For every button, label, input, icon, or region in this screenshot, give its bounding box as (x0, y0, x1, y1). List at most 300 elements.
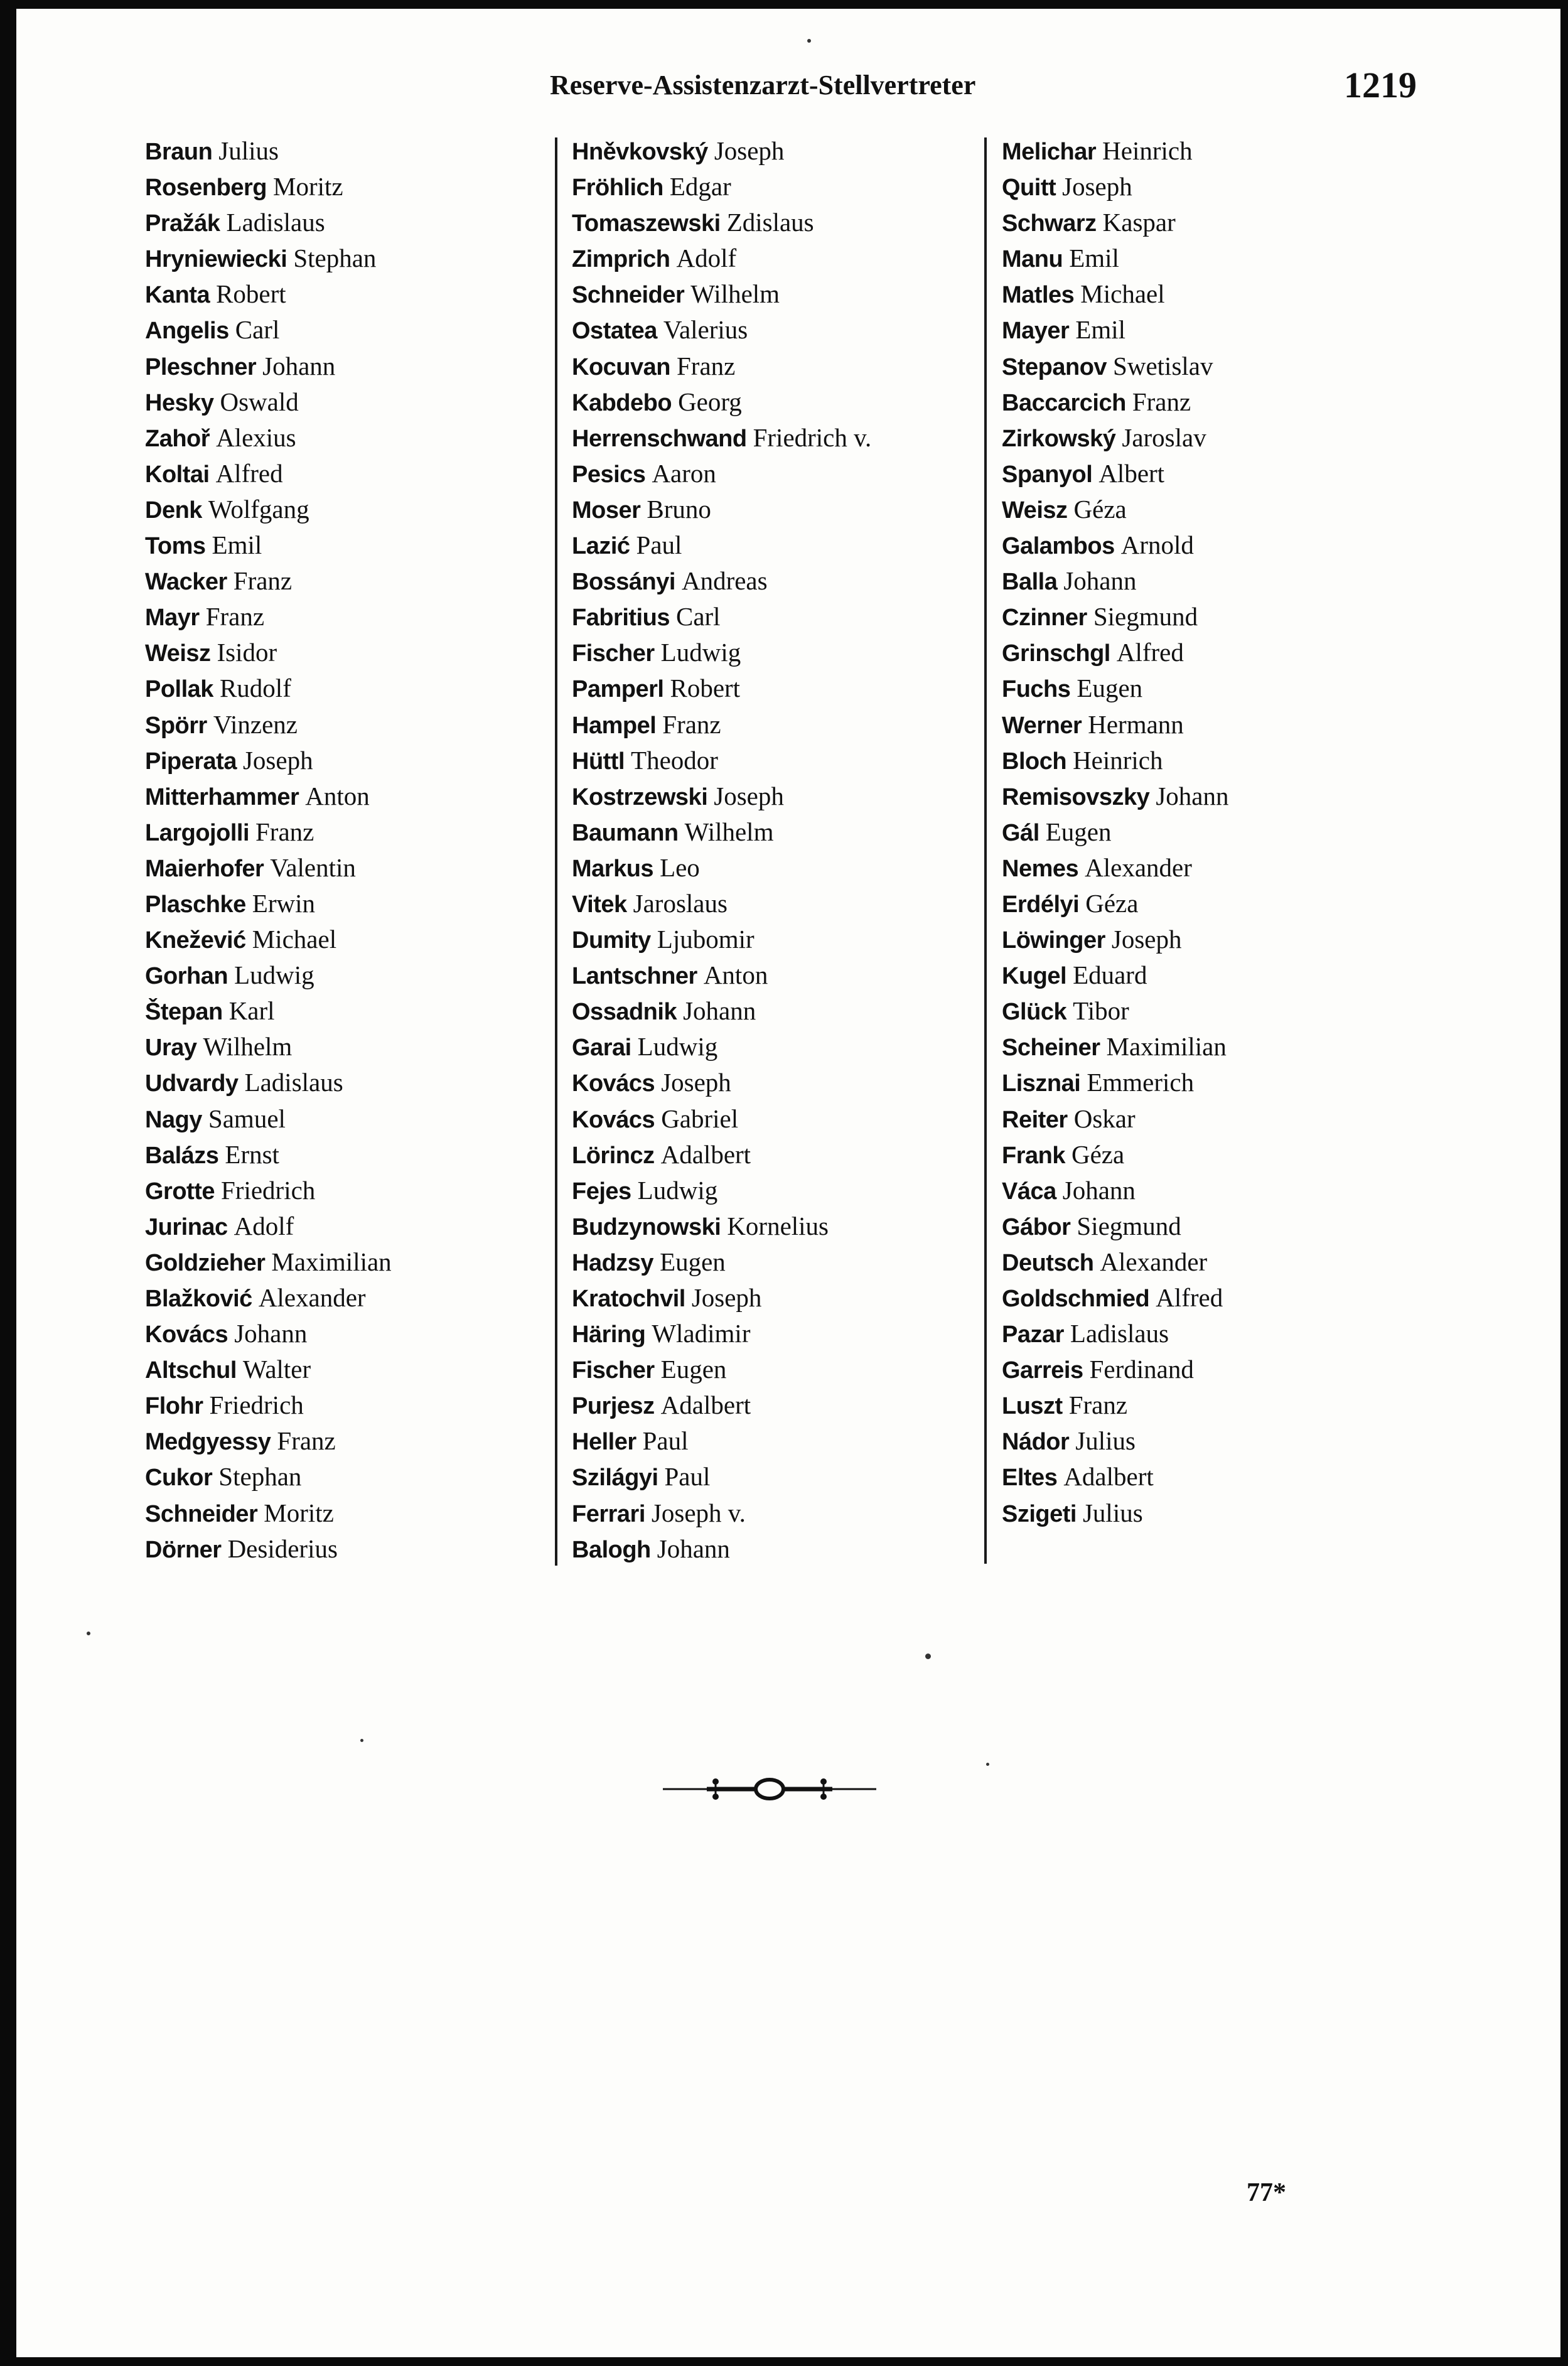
given-name: Michael (252, 925, 337, 954)
surname: Vitek (572, 891, 627, 918)
surname: Hadzsy (572, 1249, 654, 1276)
given-name: Samuel (208, 1104, 286, 1133)
given-name: Joseph v. (651, 1498, 746, 1527)
ornament-divider (663, 1772, 876, 1807)
given-name: Carl (235, 315, 280, 345)
surname: Váca (1002, 1178, 1056, 1205)
surname: Braun (145, 139, 213, 165)
name-entry (572, 312, 871, 348)
given-name: Walter (242, 1355, 311, 1384)
given-name: Theodor (631, 745, 718, 775)
given-name: Wolfgang (208, 494, 309, 524)
name-entry (572, 276, 871, 312)
given-name: Franz (205, 602, 265, 632)
name-entry (1002, 563, 1228, 599)
surname: Purjesz (572, 1393, 655, 1420)
given-name: Adalbert (1063, 1462, 1154, 1492)
name-entry (145, 312, 392, 348)
given-name: Albert (1098, 458, 1165, 488)
given-name: Stephan (293, 244, 377, 273)
name-entry (145, 670, 392, 706)
surname: Kratochvil (572, 1286, 685, 1312)
name-entry (1002, 169, 1228, 205)
name-entry (572, 707, 871, 743)
surname: Szigeti (1002, 1500, 1077, 1527)
name-entry (1002, 814, 1228, 850)
given-name: Oskar (1073, 1104, 1136, 1133)
given-name: Johann (1063, 566, 1137, 596)
given-name: Ljubomir (657, 925, 754, 954)
surname: Pražák (145, 210, 220, 237)
name-entry (145, 563, 392, 599)
name-entry (145, 922, 392, 957)
name-entry (145, 492, 392, 527)
given-name: Anton (305, 781, 370, 810)
name-entry (572, 205, 871, 240)
surname: Weisz (145, 640, 211, 667)
name-entry (1002, 922, 1228, 957)
given-name: Swetislav (1113, 351, 1213, 380)
given-name: Paul (664, 1462, 711, 1492)
given-name: Siegmund (1093, 602, 1198, 632)
surname: Heller (572, 1429, 636, 1456)
name-entry (572, 1173, 871, 1208)
surname: Angelis (145, 318, 229, 345)
name-entry (145, 1280, 392, 1316)
given-name: Johann (234, 1319, 308, 1348)
surname: Largojolli (145, 819, 249, 846)
name-entry (572, 670, 871, 706)
ink-speck (986, 1763, 989, 1766)
ink-speck (807, 39, 811, 43)
surname: Zirkowský (1002, 425, 1116, 452)
surname: Spanyol (1002, 461, 1093, 488)
name-entry (572, 1423, 871, 1459)
surname: Eltes (1002, 1465, 1058, 1492)
name-entry (145, 1352, 392, 1387)
name-entry (572, 563, 871, 599)
given-name: Hermann (1088, 709, 1184, 739)
name-entry (1002, 1352, 1228, 1387)
surname: Zahoř (145, 425, 210, 452)
surname: Ossadnik (572, 999, 677, 1026)
given-name: Joseph (714, 781, 784, 810)
given-name: Desiderius (227, 1534, 338, 1563)
printer-signature: 77* (1247, 2178, 1286, 2207)
name-entry (145, 1316, 392, 1352)
given-name: Moritz (272, 172, 343, 202)
surname: Hněvkovský (572, 139, 708, 165)
name-entry (1002, 492, 1228, 527)
surname: Kanta (145, 282, 210, 309)
name-entry (572, 993, 871, 1029)
name-column-1 (145, 133, 392, 1567)
surname: Spörr (145, 712, 207, 739)
name-entry (145, 1387, 392, 1423)
given-name: Géza (1073, 494, 1127, 524)
name-entry (145, 743, 392, 778)
given-name: Friedrich (221, 1175, 316, 1205)
surname: Lörincz (572, 1142, 655, 1169)
surname: Fejes (572, 1178, 631, 1205)
name-entry (1002, 1101, 1228, 1137)
name-entry (1002, 312, 1228, 348)
given-name: Kaspar (1102, 208, 1176, 237)
surname: Lazić (572, 533, 630, 560)
name-entry (145, 1208, 392, 1244)
given-name: Erwin (252, 888, 315, 918)
given-name: Zdislaus (726, 208, 814, 237)
surname: Bloch (1002, 748, 1067, 775)
name-entry (572, 1137, 871, 1173)
name-entry (145, 169, 392, 205)
name-entry (572, 492, 871, 527)
given-name: Emil (212, 530, 262, 560)
given-name: Franz (662, 709, 721, 739)
surname: Balázs (145, 1142, 219, 1169)
surname: Lisznai (1002, 1070, 1081, 1097)
given-name: Eduard (1073, 960, 1147, 990)
given-name: Franz (676, 351, 736, 380)
surname: Frank (1002, 1142, 1065, 1169)
surname: Glück (1002, 999, 1067, 1026)
name-entry (145, 527, 392, 563)
given-name: Karl (228, 996, 275, 1026)
surname: Kugel (1002, 963, 1067, 990)
surname: Uray (145, 1035, 197, 1062)
surname: Erdélyi (1002, 891, 1080, 918)
name-entry (572, 240, 871, 276)
surname: Lantschner (572, 963, 697, 990)
name-entry (145, 1065, 392, 1100)
name-entry (1002, 707, 1228, 743)
name-entry (1002, 957, 1228, 993)
surname: Hryniewiecki (145, 246, 287, 273)
given-name: Oswald (220, 387, 299, 416)
given-name: Julius (1082, 1498, 1143, 1527)
surname: Schneider (145, 1500, 258, 1527)
name-entry (1002, 743, 1228, 778)
name-entry (1002, 1244, 1228, 1280)
surname: Fuchs (1002, 676, 1071, 703)
name-entry (572, 1280, 871, 1316)
given-name: Alexius (216, 422, 296, 452)
surname: Nagy (145, 1106, 202, 1133)
surname: Kovács (572, 1106, 655, 1133)
surname: Moser (572, 497, 641, 524)
surname: Schneider (572, 282, 685, 309)
surname: Fabritius (572, 605, 670, 632)
given-name: Johann (1062, 1175, 1136, 1205)
given-name: Géza (1085, 888, 1139, 918)
surname: Grinschgl (1002, 640, 1110, 667)
name-entry (572, 850, 871, 886)
surname: Pesics (572, 461, 646, 488)
given-name: Alexander (258, 1283, 366, 1312)
surname: Herrenschwand (572, 425, 747, 452)
given-name: Franz (1068, 1390, 1128, 1420)
name-entry (572, 420, 871, 456)
surname: Stepanov (1002, 353, 1107, 380)
surname: Blažković (145, 1286, 252, 1312)
name-entry (1002, 1387, 1228, 1423)
surname: Häring (572, 1321, 646, 1348)
given-name: Isidor (217, 638, 277, 667)
name-entry (572, 814, 871, 850)
given-name: Joseph (714, 136, 785, 165)
name-entry (572, 743, 871, 778)
surname: Altschul (145, 1357, 237, 1384)
name-entry (145, 133, 392, 169)
surname: Hampel (572, 712, 657, 739)
given-name: Paul (636, 530, 682, 560)
given-name: Moritz (264, 1498, 334, 1527)
name-entry (572, 1459, 871, 1495)
name-entry (145, 420, 392, 456)
given-name: Edgar (669, 172, 731, 202)
surname: Mitterhammer (145, 783, 299, 810)
surname: Manu (1002, 246, 1063, 273)
given-name: Wilhelm (684, 817, 774, 846)
surname: Gál (1002, 819, 1039, 846)
given-name: Adolf (234, 1211, 294, 1240)
given-name: Emil (1075, 315, 1126, 345)
surname: Reiter (1002, 1106, 1068, 1133)
name-entry (145, 205, 392, 240)
given-name: Bruno (647, 494, 711, 524)
surname: Denk (145, 497, 202, 524)
surname: Rosenberg (145, 175, 267, 202)
name-entry (145, 1531, 392, 1567)
surname: Pleschner (145, 353, 257, 380)
given-name: Georg (678, 387, 742, 416)
surname: Tomaszewski (572, 210, 721, 237)
surname: Budzynowski (572, 1213, 721, 1240)
surname: Štepan (145, 999, 223, 1026)
name-entry (572, 1208, 871, 1244)
page-title: Reserve-Assistenzarzt-Stellvertreter (550, 70, 976, 100)
given-name: Wilhelm (690, 279, 780, 309)
name-entry (572, 1029, 871, 1065)
surname: Scheiner (1002, 1035, 1100, 1062)
given-name: Franz (277, 1426, 336, 1456)
name-entry (145, 1029, 392, 1065)
surname: Knežević (145, 927, 246, 954)
given-name: Aaron (652, 458, 716, 488)
surname: Mayer (1002, 318, 1070, 345)
given-name: Tibor (1073, 996, 1129, 1026)
surname: Pollak (145, 676, 213, 703)
given-name: Arnold (1120, 530, 1194, 560)
given-name: Ladislaus (244, 1068, 343, 1097)
given-name: Rudolf (219, 674, 291, 703)
name-entry (572, 1387, 871, 1423)
name-entry (572, 1101, 871, 1137)
given-name: Valerius (663, 315, 748, 345)
name-entry (1002, 240, 1228, 276)
surname: Kabdebo (572, 389, 672, 416)
surname: Hüttl (572, 748, 625, 775)
given-name: Adalbert (660, 1139, 751, 1169)
name-entry (572, 1352, 871, 1387)
given-name: Friedrich (209, 1390, 304, 1420)
name-entry (1002, 1459, 1228, 1495)
given-name: Julius (1075, 1426, 1136, 1456)
surname: Fröhlich (572, 175, 663, 202)
given-name: Heinrich (1102, 136, 1193, 165)
surname: Löwinger (1002, 927, 1105, 954)
given-name: Ludwig (637, 1175, 718, 1205)
surname: Medgyessy (145, 1429, 271, 1456)
column-divider (984, 137, 987, 1564)
surname: Maierhofer (145, 855, 264, 882)
surname: Garai (572, 1035, 631, 1062)
given-name: Joseph (1062, 172, 1132, 202)
name-entry (572, 527, 871, 563)
given-name: Ernst (225, 1139, 279, 1169)
name-entry (1002, 348, 1228, 384)
surname: Gábor (1002, 1213, 1071, 1240)
given-name: Ladislaus (226, 208, 325, 237)
column-divider (555, 137, 557, 1566)
surname: Weisz (1002, 497, 1068, 524)
name-entry (145, 1244, 392, 1280)
surname: Kostrzewski (572, 783, 708, 810)
given-name: Jaroslav (1122, 422, 1206, 452)
given-name: Eugen (660, 1355, 727, 1384)
ink-speck (87, 1632, 90, 1635)
surname: Koltai (145, 461, 210, 488)
surname: Baccarcich (1002, 389, 1126, 416)
given-name: Johann (262, 351, 336, 380)
given-name: Vinzenz (213, 709, 298, 739)
name-entry (1002, 527, 1228, 563)
surname: Pazar (1002, 1321, 1064, 1348)
surname: Pamperl (572, 676, 664, 703)
name-entry (145, 456, 392, 492)
name-entry (145, 240, 392, 276)
given-name: Franz (255, 817, 314, 846)
given-name: Ladislaus (1070, 1319, 1169, 1348)
surname: Nádor (1002, 1429, 1070, 1456)
name-entry (572, 1065, 871, 1100)
name-entry (1002, 778, 1228, 814)
name-entry (1002, 599, 1228, 635)
name-entry (1002, 1137, 1228, 1173)
surname: Bossányi (572, 569, 675, 596)
surname: Ostatea (572, 318, 657, 345)
name-entry (145, 1423, 392, 1459)
name-entry (572, 384, 871, 420)
name-entry (572, 133, 871, 169)
given-name: Alfred (215, 458, 283, 488)
given-name: Géza (1071, 1139, 1125, 1169)
name-entry (572, 886, 871, 922)
surname: Baumann (572, 819, 679, 846)
surname: Dörner (145, 1536, 222, 1563)
surname: Garreis (1002, 1357, 1083, 1384)
given-name: Kornelius (727, 1211, 829, 1240)
given-name: Wilhelm (203, 1032, 293, 1062)
given-name: Andreas (681, 566, 768, 596)
given-name: Ferdinand (1089, 1355, 1194, 1384)
surname: Udvardy (145, 1070, 239, 1097)
given-name: Ludwig (660, 638, 741, 667)
surname: Kocuvan (572, 353, 670, 380)
name-entry (1002, 886, 1228, 922)
name-entry (145, 707, 392, 743)
name-entry (572, 1495, 871, 1531)
given-name: Alfred (1156, 1283, 1223, 1312)
surname: Quitt (1002, 175, 1056, 202)
surname: Kovács (145, 1321, 228, 1348)
name-entry (1002, 384, 1228, 420)
name-entry (1002, 456, 1228, 492)
surname: Mayr (145, 605, 200, 632)
name-entry (1002, 1173, 1228, 1208)
name-entry (572, 922, 871, 957)
surname: Schwarz (1002, 210, 1097, 237)
surname: Markus (572, 855, 654, 882)
surname: Deutsch (1002, 1249, 1094, 1276)
given-name: Emil (1069, 244, 1119, 273)
name-column-3 (1002, 133, 1228, 1531)
surname: Werner (1002, 712, 1082, 739)
surname: Melichar (1002, 139, 1097, 165)
given-name: Anton (703, 960, 768, 990)
name-entry (572, 456, 871, 492)
given-name: Eugen (1077, 674, 1143, 703)
surname: Wacker (145, 569, 227, 596)
given-name: Johann (1156, 781, 1229, 810)
surname: Goldzieher (145, 1249, 266, 1276)
name-entry (1002, 1208, 1228, 1244)
given-name: Joseph (691, 1283, 762, 1312)
name-entry (572, 599, 871, 635)
given-name: Heinrich (1073, 745, 1163, 775)
surname: Luszt (1002, 1393, 1063, 1420)
surname: Matles (1002, 282, 1075, 309)
surname: Galambos (1002, 533, 1115, 560)
given-name: Gabriel (661, 1104, 739, 1133)
surname: Nemes (1002, 855, 1079, 882)
given-name: Robert (216, 279, 286, 309)
given-name: Joseph (661, 1068, 731, 1097)
name-entry (145, 1101, 392, 1137)
name-entry (145, 348, 392, 384)
given-name: Adolf (676, 244, 737, 273)
name-entry (145, 814, 392, 850)
name-entry (145, 276, 392, 312)
name-entry (145, 599, 392, 635)
given-name: Johann (657, 1534, 730, 1563)
given-name: Robert (670, 674, 741, 703)
name-entry (1002, 1316, 1228, 1352)
name-entry (572, 635, 871, 670)
given-name: Emmerich (1087, 1068, 1195, 1097)
given-name: Franz (1132, 387, 1191, 416)
surname: Balla (1002, 569, 1058, 596)
given-name: Eugen (660, 1247, 726, 1276)
surname: Szilágyi (572, 1465, 658, 1492)
ink-speck (360, 1739, 363, 1742)
surname: Balogh (572, 1536, 651, 1563)
name-entry (572, 1244, 871, 1280)
surname: Fischer (572, 1357, 655, 1384)
name-entry (145, 635, 392, 670)
given-name: Jaroslaus (633, 888, 728, 918)
name-entry (1002, 993, 1228, 1029)
